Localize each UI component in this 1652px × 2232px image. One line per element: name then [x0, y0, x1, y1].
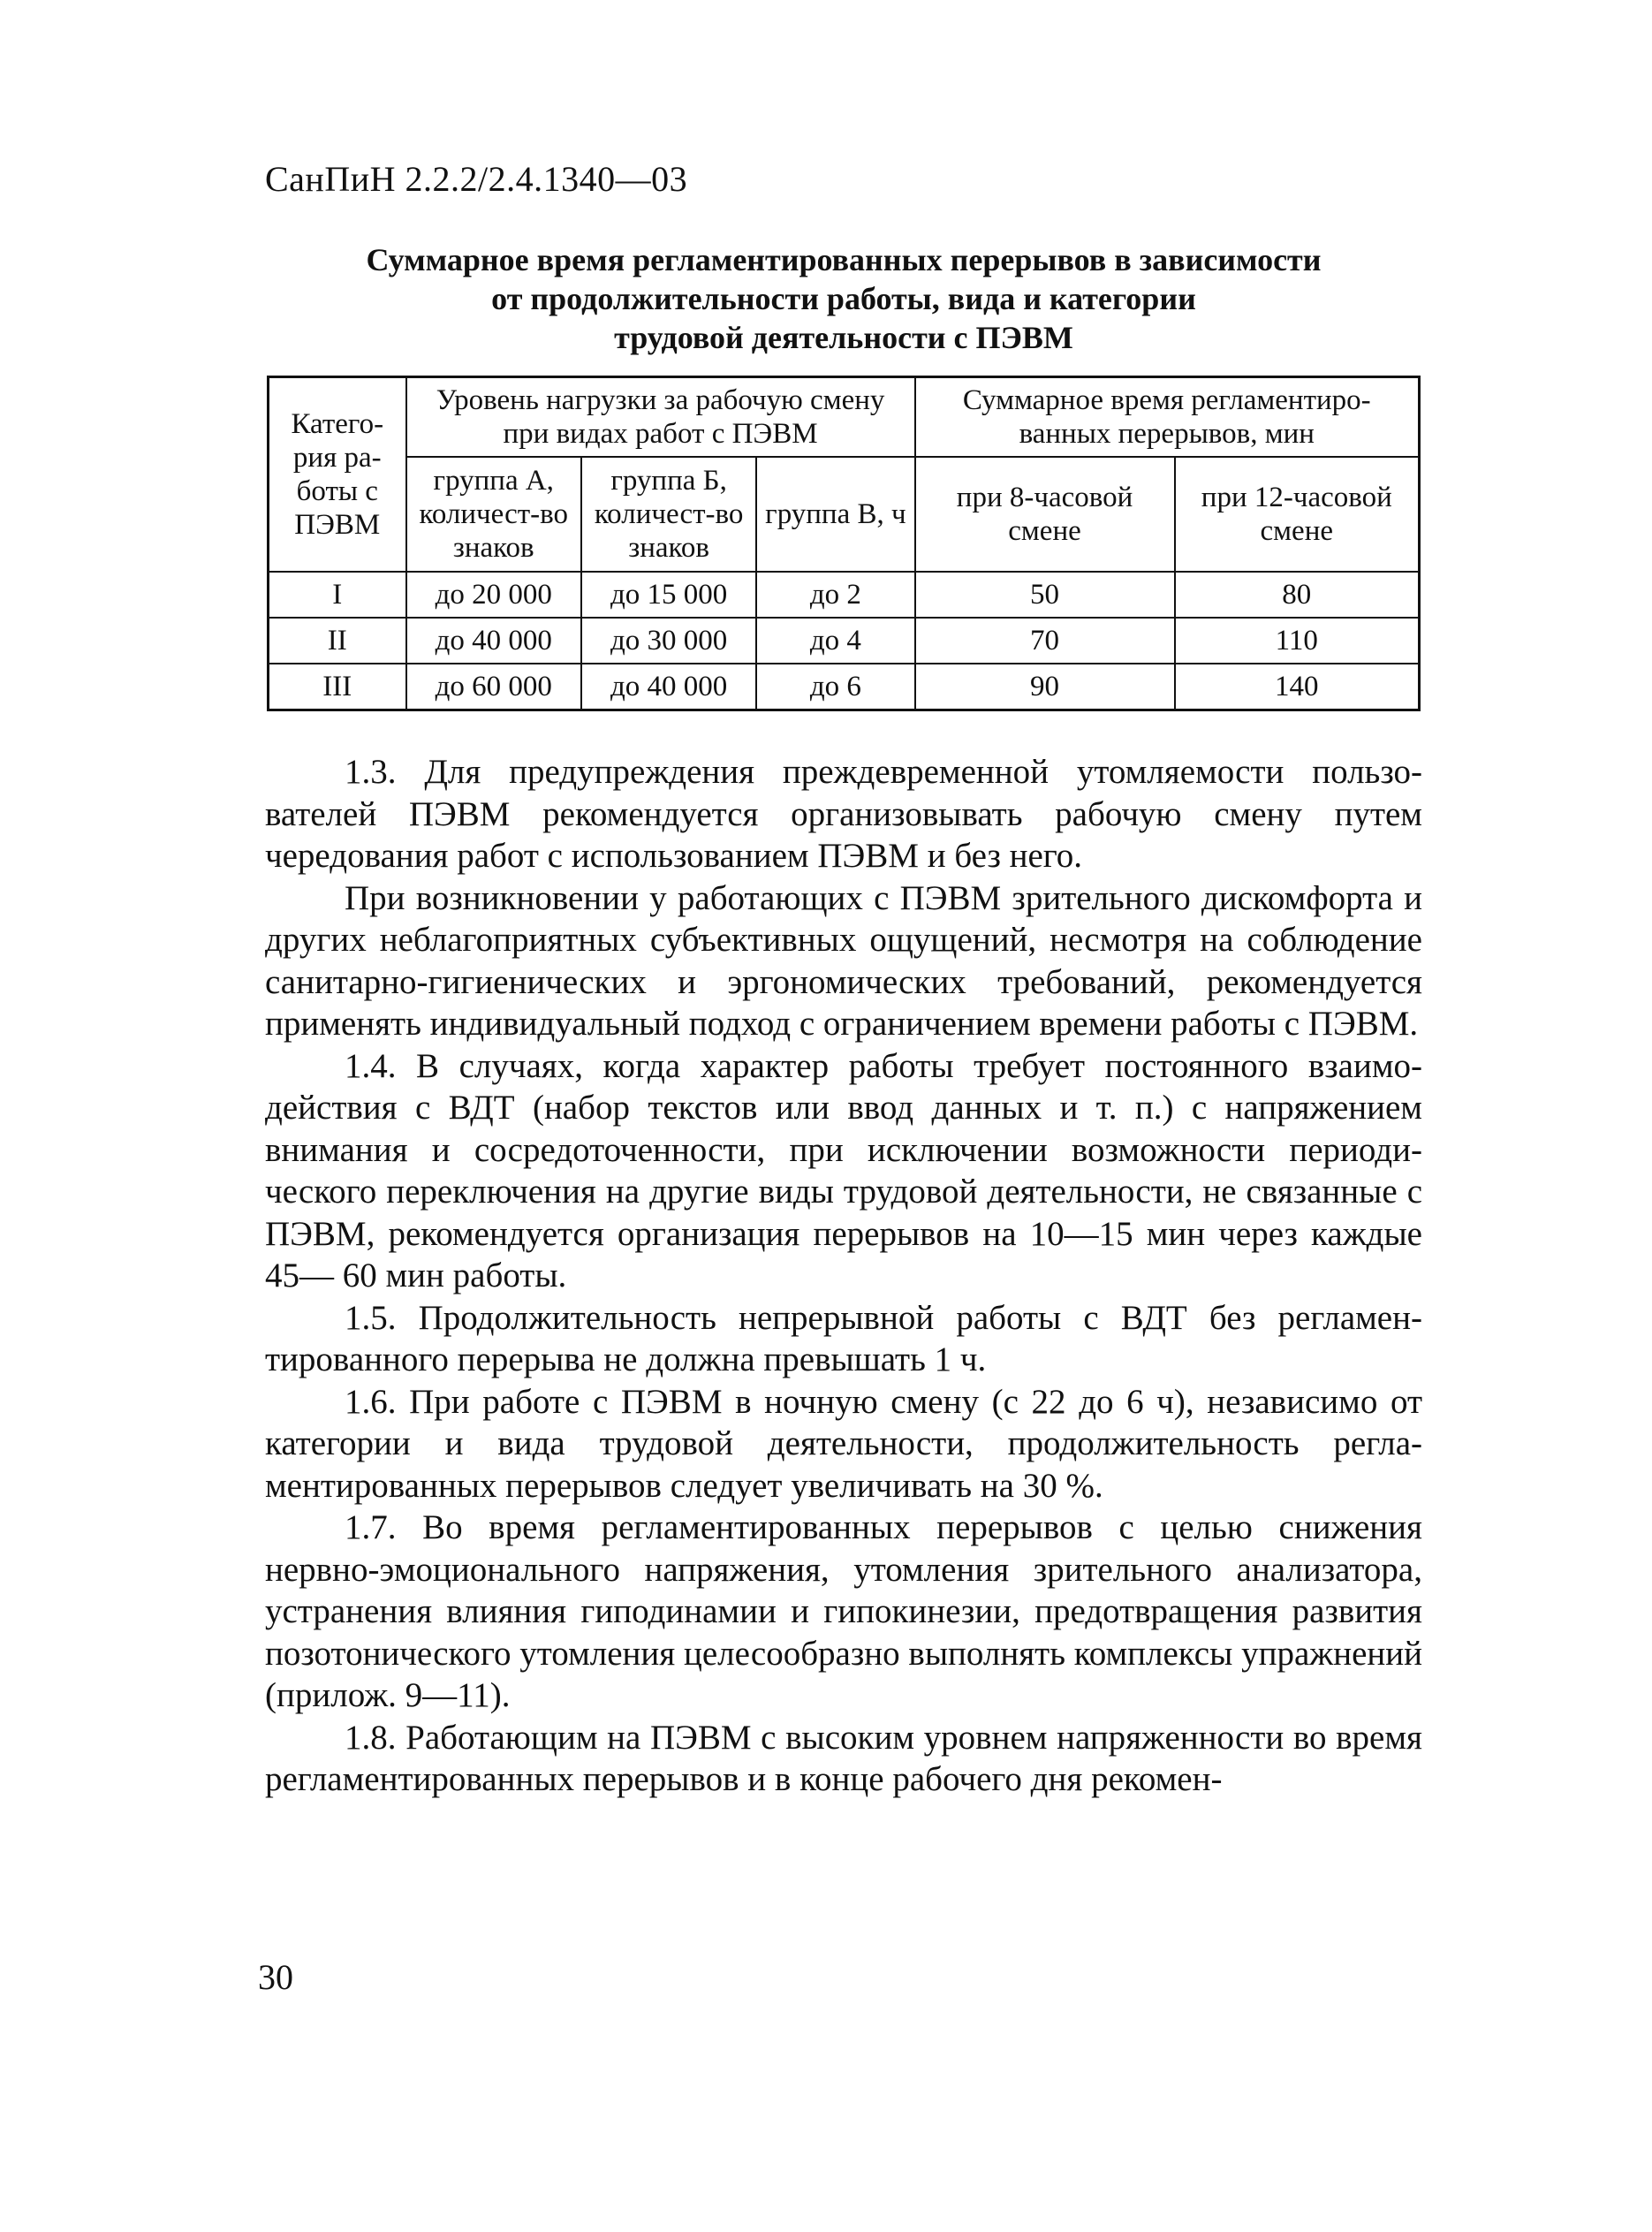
table-header-row	[269, 377, 1420, 458]
cell-shift-12: 110	[1175, 618, 1420, 664]
header-shift-8: при 8-часовой смене	[915, 457, 1175, 572]
body-text	[265, 751, 1422, 1801]
cell-group-a: до 40 000	[406, 618, 581, 664]
cell-group-a: до 20 000	[406, 572, 581, 618]
cell-group-b: до 30 000	[581, 618, 756, 664]
paragraph: 1.7. Во время регламентированных перерывов с целью снижения нервно-эмоционального напряжения, утомления зрительного анализатора, устранения влияния гиподинамии и гипокинезии, предотвращения развития позотонического утомления целесообразно выполнять комплексы упражнений (прилож. 9—11).	[265, 1508, 1422, 1714]
header-group-b: группа Б, количест-во знаков	[581, 457, 756, 572]
table-title-line: трудовой деятельности с ПЭВМ	[614, 320, 1073, 355]
cell-group-c: до 4	[756, 618, 914, 664]
breaks-table	[267, 376, 1421, 711]
header-shift-12: при 12-часовой смене	[1175, 457, 1420, 572]
cell-category: III	[269, 664, 406, 710]
paragraph: 1.4. В случаях, когда характер работы требует постоянного взаимодействия с ВДТ (набор текстов или ввод данных и т. п.) с напряжением внимания и сосредоточенности, при исключении возможности периодического переключения на другие виды трудовой деятельности, не связанные с ПЭВМ, рекомендуется организация перерывов на 10—15 мин через каждые 45— 60 мин работы.	[265, 1046, 1422, 1294]
cell-group-c: до 2	[756, 572, 914, 618]
document-code: СанПиН 2.2.2/2.4.1340—03	[265, 159, 688, 199]
cell-group-c: до 6	[756, 664, 914, 710]
table-title-line: от продолжительности работы, вида и категории	[491, 281, 1196, 316]
page-number: 30	[258, 1957, 293, 1997]
table-subheader-row	[269, 457, 1420, 572]
table-row	[269, 572, 1420, 618]
cell-shift-8: 70	[915, 618, 1175, 664]
cell-shift-12: 140	[1175, 664, 1420, 710]
table-title-line: Суммарное время регламентированных перерывов в зависимости	[366, 242, 1322, 277]
paragraph: 1.8. Работающим на ПЭВМ с высоким уровнем напряженности во время регламентированных перерывов и в конце рабочего дня рекомен-	[265, 1718, 1422, 1798]
cell-shift-12: 80	[1175, 572, 1420, 618]
header-load-level: Уровень нагрузки за рабочую смену при видах работ с ПЭВМ	[406, 377, 915, 458]
cell-category: II	[269, 618, 406, 664]
cell-shift-8: 50	[915, 572, 1175, 618]
cell-group-a: до 60 000	[406, 664, 581, 710]
paragraph: При возникновении у работающих с ПЭВМ зрительного дискомфорта и других неблагоприятных субъективных ощущений, несмотря на соблюдение санитарно-гигиенических и эргономических требований, рекомендуется применять индивидуальный подход с ограничением времени работы с ПЭВМ.	[265, 878, 1422, 1043]
paragraph: 1.3. Для предупреждения преждевременной утомляемости пользователей ПЭВМ рекомендуется организовывать рабочую смену путем чередования работ с использованием ПЭВМ и без него.	[265, 753, 1422, 875]
cell-category: I	[269, 572, 406, 618]
table-row	[269, 664, 1420, 710]
paragraph: 1.6. При работе с ПЭВМ в ночную смену (с 22 до 6 ч), независимо от категории и вида трудовой деятельности, продолжительность регламентированных перерывов следует увеличивать на 30 %.	[265, 1382, 1422, 1505]
paragraph: 1.5. Продолжительность непрерывной работы с ВДТ без регламентированного перерыва не должна превышать 1 ч.	[265, 1298, 1422, 1378]
header-category: Катего-рия ра-боты с ПЭВМ	[269, 377, 406, 573]
header-total-time: Суммарное время регламентиро-ванных перерывов, мин	[915, 377, 1420, 458]
table-row	[269, 618, 1420, 664]
cell-group-b: до 15 000	[581, 572, 756, 618]
cell-shift-8: 90	[915, 664, 1175, 710]
cell-group-b: до 40 000	[581, 664, 756, 710]
header-group-a: группа А, количест-во знаков	[406, 457, 581, 572]
header-group-c: группа В, ч	[756, 457, 914, 572]
table-title	[265, 240, 1422, 357]
